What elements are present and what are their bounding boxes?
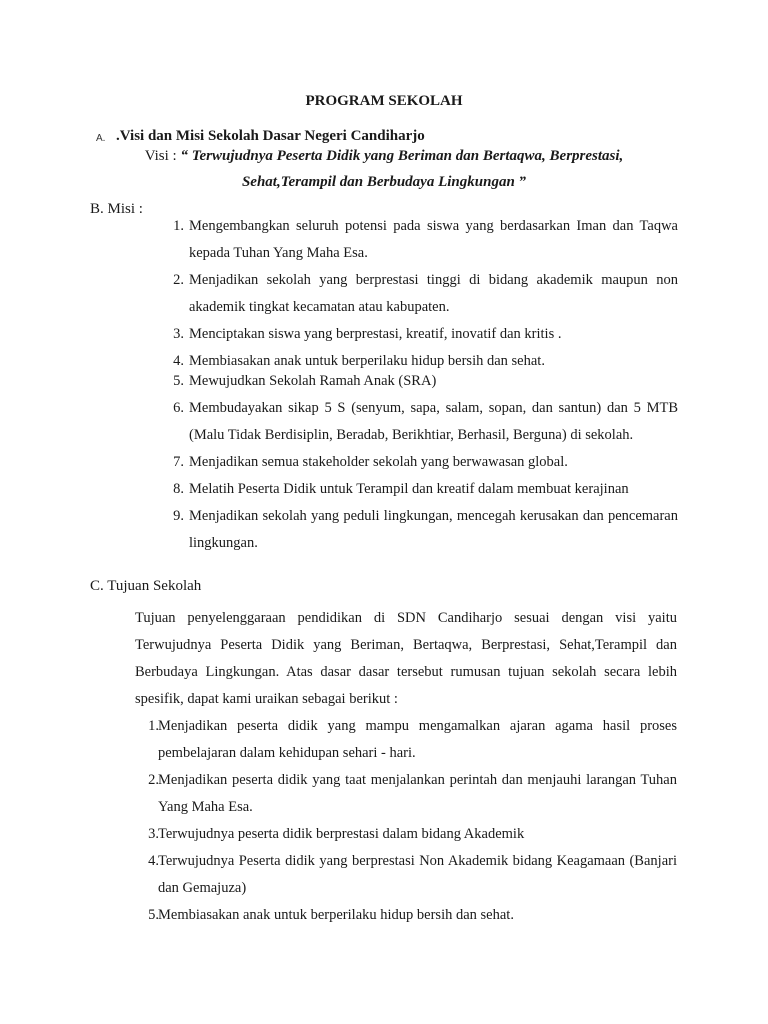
section-b-heading: B. Misi :	[90, 201, 143, 217]
list-item-text: Membiasakan anak untuk berperilaku hidup bersih dan sehat.	[158, 907, 514, 923]
page-title: PROGRAM SEKOLAH	[305, 93, 463, 109]
visi-statement-part-1: “ Terwujudnya Peserta Didik yang Beriman dan Bertaqwa, Berprestasi,	[180, 148, 624, 164]
list-item-number: 8.	[173, 481, 184, 497]
list-item-text: Menjadikan peserta didik yang mampu mengamalkan ajaran agama hasil proses pembelajaran dalam kehidupan sehari - hari.	[158, 718, 677, 761]
section-c-heading: C. Tujuan Sekolah	[90, 578, 202, 594]
list-item-number: 3.	[173, 326, 184, 342]
list-item-text: Mewujudkan Sekolah Ramah Anak (SRA)	[189, 373, 437, 389]
list-item-number: 2.	[148, 772, 159, 788]
misi-list	[160, 213, 680, 558]
list-item-number: 7.	[173, 454, 184, 470]
list-item-text: Menciptakan siswa yang berprestasi, kreatif, inovatif dan kritis .	[189, 326, 562, 342]
tujuan-list	[135, 713, 678, 928]
list-item-text: Menjadikan semua stakeholder sekolah yang berwawasan global.	[189, 454, 568, 470]
list-item-number: 6.	[173, 400, 184, 416]
list-item-text: Melatih Peserta Didik untuk Terampil dan kreatif dalam membuat kerajinan	[189, 481, 629, 497]
visi-line-2	[0, 174, 768, 191]
visi-line-1	[0, 148, 768, 165]
list-item-text: Membudayakan sikap 5 S (senyum, sapa, salam, sopan, dan santun) dan 5 MTB (Malu Tidak Berdisiplin, Beradab, Berikhtiar, Berhasil, Berguna) di sekolah.	[189, 400, 678, 443]
visi-prefix: Visi :	[144, 148, 181, 164]
list-item-number: 3.	[148, 826, 159, 842]
list-item-number: 5.	[173, 373, 184, 389]
list-item-text: Membiasakan anak untuk berperilaku hidup bersih dan sehat.	[189, 353, 545, 369]
section-a-heading: .Visi dan Misi Sekolah Dasar Negeri Candiharjo	[116, 128, 425, 144]
list-item-text: Menjadikan sekolah yang berprestasi tinggi di bidang akademik maupun non akademik tingkat kecamatan atau kabupaten.	[189, 272, 678, 315]
list-item-number: 4.	[148, 853, 159, 869]
list-item-text: Terwujudnya Peserta didik yang berprestasi Non Akademik bidang Keagamaan (Banjari dan Gemajuza)	[158, 853, 677, 896]
list-item-text: Menjadikan sekolah yang peduli lingkungan, mencegah kerusakan dan pencemaran lingkungan.	[189, 508, 678, 551]
list-item-number: 5.	[148, 907, 159, 923]
list-item-number: 9.	[173, 508, 184, 524]
list-item-number: 1.	[173, 218, 184, 234]
list-item-text: Mengembangkan seluruh potensi pada siswa yang berdasarkan Iman dan Taqwa kepada Tuhan Yang Maha Esa.	[189, 218, 678, 261]
list-item-number: 1.	[148, 718, 159, 734]
tujuan-intro-paragraph: Tujuan penyelenggaraan pendidikan di SDN Candiharjo sesuai dengan visi yaitu Terwujudnya Peserta Didik yang Beriman, Bertaqwa, Berprestasi, Sehat,Terampil dan Berbudaya Lingkungan. Atas dasar dasar tersebut rumusan tujuan sekolah secara lebih spesifik, dapat kami uraikan sebagai berikut :	[135, 610, 677, 707]
list-item-text: Menjadikan peserta didik yang taat menjalankan perintah dan menjauhi larangan Tuhan Yang Maha Esa.	[158, 772, 677, 815]
list-item-number: 2.	[173, 272, 184, 288]
list-item-text: Terwujudnya peserta didik berprestasi dalam bidang Akademik	[158, 826, 525, 842]
visi-statement-part-2: Sehat,Terampil dan Berbudaya Lingkungan ”	[241, 174, 527, 190]
section-a-label: A.	[96, 133, 106, 144]
list-item-number: 4.	[173, 353, 184, 369]
